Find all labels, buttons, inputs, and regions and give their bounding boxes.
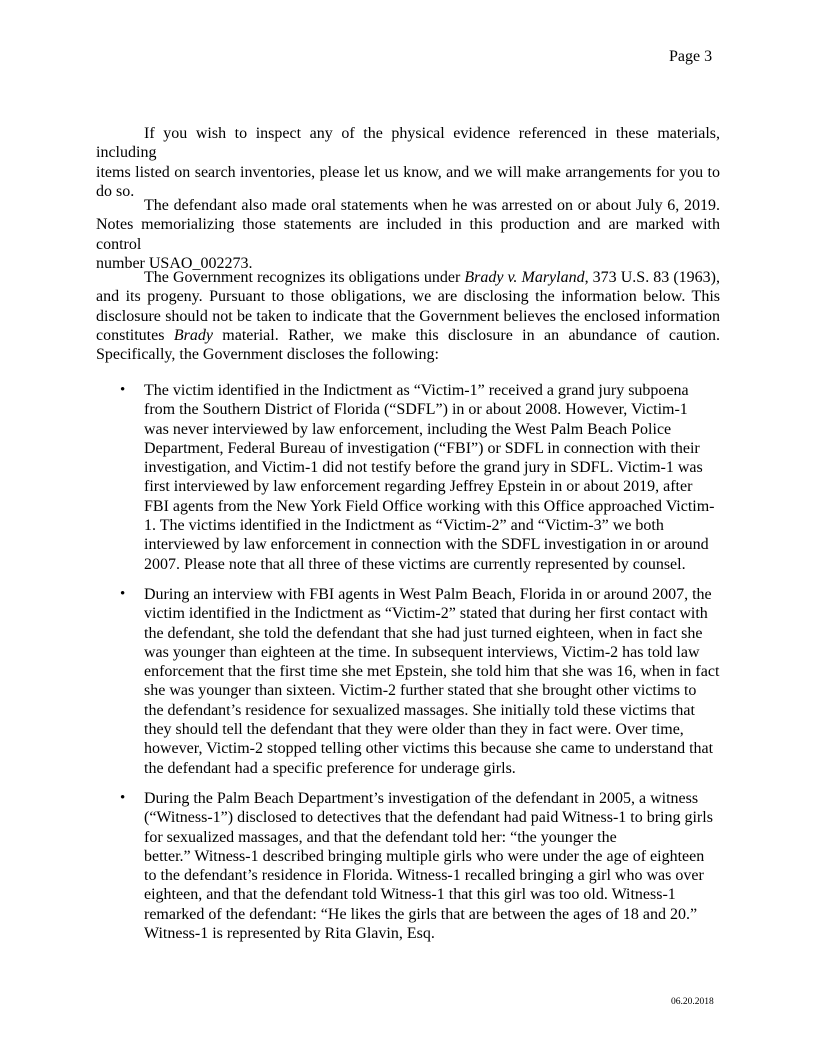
bullet-line: FBI agents from the New York Field Office working with this Office approached Victim- [144,497,715,515]
bullet-line: they should tell the defendant that they were older than they in fact were. Over time, [144,721,684,739]
bullet-line: Witness-1 is represented by Rita Glavin, Esq. [144,925,435,943]
bullet-line: better.” Witness-1 described bringing multiple girls who were under the age of eighteen [144,847,705,865]
bullet-line: During the Palm Beach Department’s investigation of the defendant in 2005, a witness [144,790,699,807]
paragraph-line: Specifically, the Government discloses the following: [96,346,439,364]
bullet-line: eighteen, and that the defendant told Witness-1 that this girl was too old. Witness-1 [144,886,676,904]
paragraph-physical-evidence [96,124,720,201]
paragraph-line: The defendant also made oral statements when he was arrested on or about July 6, 2019. [144,197,720,214]
paragraph-oral-statements [96,196,720,273]
bullet-line: victim identified in the Indictment as “Victim-2” stated that during her first contact with [144,605,708,623]
bullet-line: Department, Federal Bureau of investigation (“FBI”) or SDFL in connection with their [144,439,700,457]
bullet-line: 2007. Please note that all three of these victims are currently represented by counsel. [144,555,686,573]
bullet-line: enforcement that the first time she met Epstein, she told him that she was 16, when in fact [144,663,720,681]
paragraph-line: and its progeny. Pursuant to those obligations, we are disclosing the information below. This [96,288,720,306]
paragraph-line: do so. [96,182,135,200]
bullet-line: from the Southern District of Florida (“SDFL”) in or about 2008. However, Victim-1 [144,401,688,419]
bullet-line: she was younger than sixteen. Victim-2 further stated that she brought other victims to [144,682,697,700]
bullet-line: investigation, and Victim-1 did not testify before the grand jury in SDFL. Victim-1 was [144,459,703,477]
bullet-line: 1. The victims identified in the Indictment as “Victim-2” and “Victim-3” we both [144,517,664,535]
bullet-line: first interviewed by law enforcement regarding Jeffrey Epstein in or about 2019, after [144,478,693,496]
bullet-line: the defendant’s residence for sexualized massages. She initially told these victims that [144,701,695,719]
bullet-line: the defendant, she told the defendant that she had just turned eighteen, when in fact she [144,624,703,642]
bullet-line: for sexualized massages, and that the defendant told her: “the younger the [144,828,617,846]
paragraph-line: items listed on search inventories, please let us know, and we will make arrangements for you to [96,163,720,181]
paragraph-line: disclosure should not be taken to indicate that the Government believes the enclosed information [96,307,720,325]
bullet-line: was younger than eighteen at the time. In subsequent interviews, Victim-2 has told law [144,643,700,661]
bullet-line: (“Witness-1”) disclosed to detectives that the defendant had paid Witness-1 to bring girls [144,809,713,827]
bullet-icon: • [120,586,126,602]
bullet-line: interviewed by law enforcement in connection with the SDFL investigation in or around [144,536,709,554]
bullet-icon: • [120,790,126,806]
bullet-line: During an interview with FBI agents in West Palm Beach, Florida in or around 2007, the [144,586,712,603]
bullet-line: to the defendant’s residence in Florida. Witness-1 recalled bringing a girl who was over [144,867,704,885]
bullet-line: The victim identified in the Indictment as “Victim-1” received a grand jury subpoena [144,382,689,399]
paragraph-line: Notes memorializing those statements are included in this production and are marked with control [96,216,720,253]
footer-date: 06.20.2018 [671,997,714,1007]
bullet-icon: • [120,382,126,398]
bullet-line: the defendant had a specific preference for underage girls. [144,759,516,777]
paragraph-line: number USAO_002273. [96,254,253,272]
paragraph-brady-disclosure: The Government recognizes its obligations under Brady v. Maryland, 373 U.S. 83 (1963), and its progeny. Pursuant to those obligations, we are disclosing the information below. This disclosure should not be taken to indicate that the Government believes the enclosed information constitutes Brady material. Rather, we make this disclosure in an abundance of caution. Specifically, the Government discloses the following: [96,269,721,364]
case-citation: Brady [173,326,213,344]
page-number: Page 3 [669,48,713,65]
bullet-line: was never interviewed by law enforcement, including the West Palm Beach Police [144,420,672,438]
bullet-line: remarked of the defendant: “He likes the girls that are between the ages of 18 and 20.” [144,905,698,923]
bullet-line: however, Victim-2 stopped telling other victims this because she came to understand that [144,740,714,758]
case-citation: Brady v. Maryland [464,269,585,286]
paragraph-line: If you wish to inspect any of the physical evidence referenced in these materials, including [96,125,720,162]
